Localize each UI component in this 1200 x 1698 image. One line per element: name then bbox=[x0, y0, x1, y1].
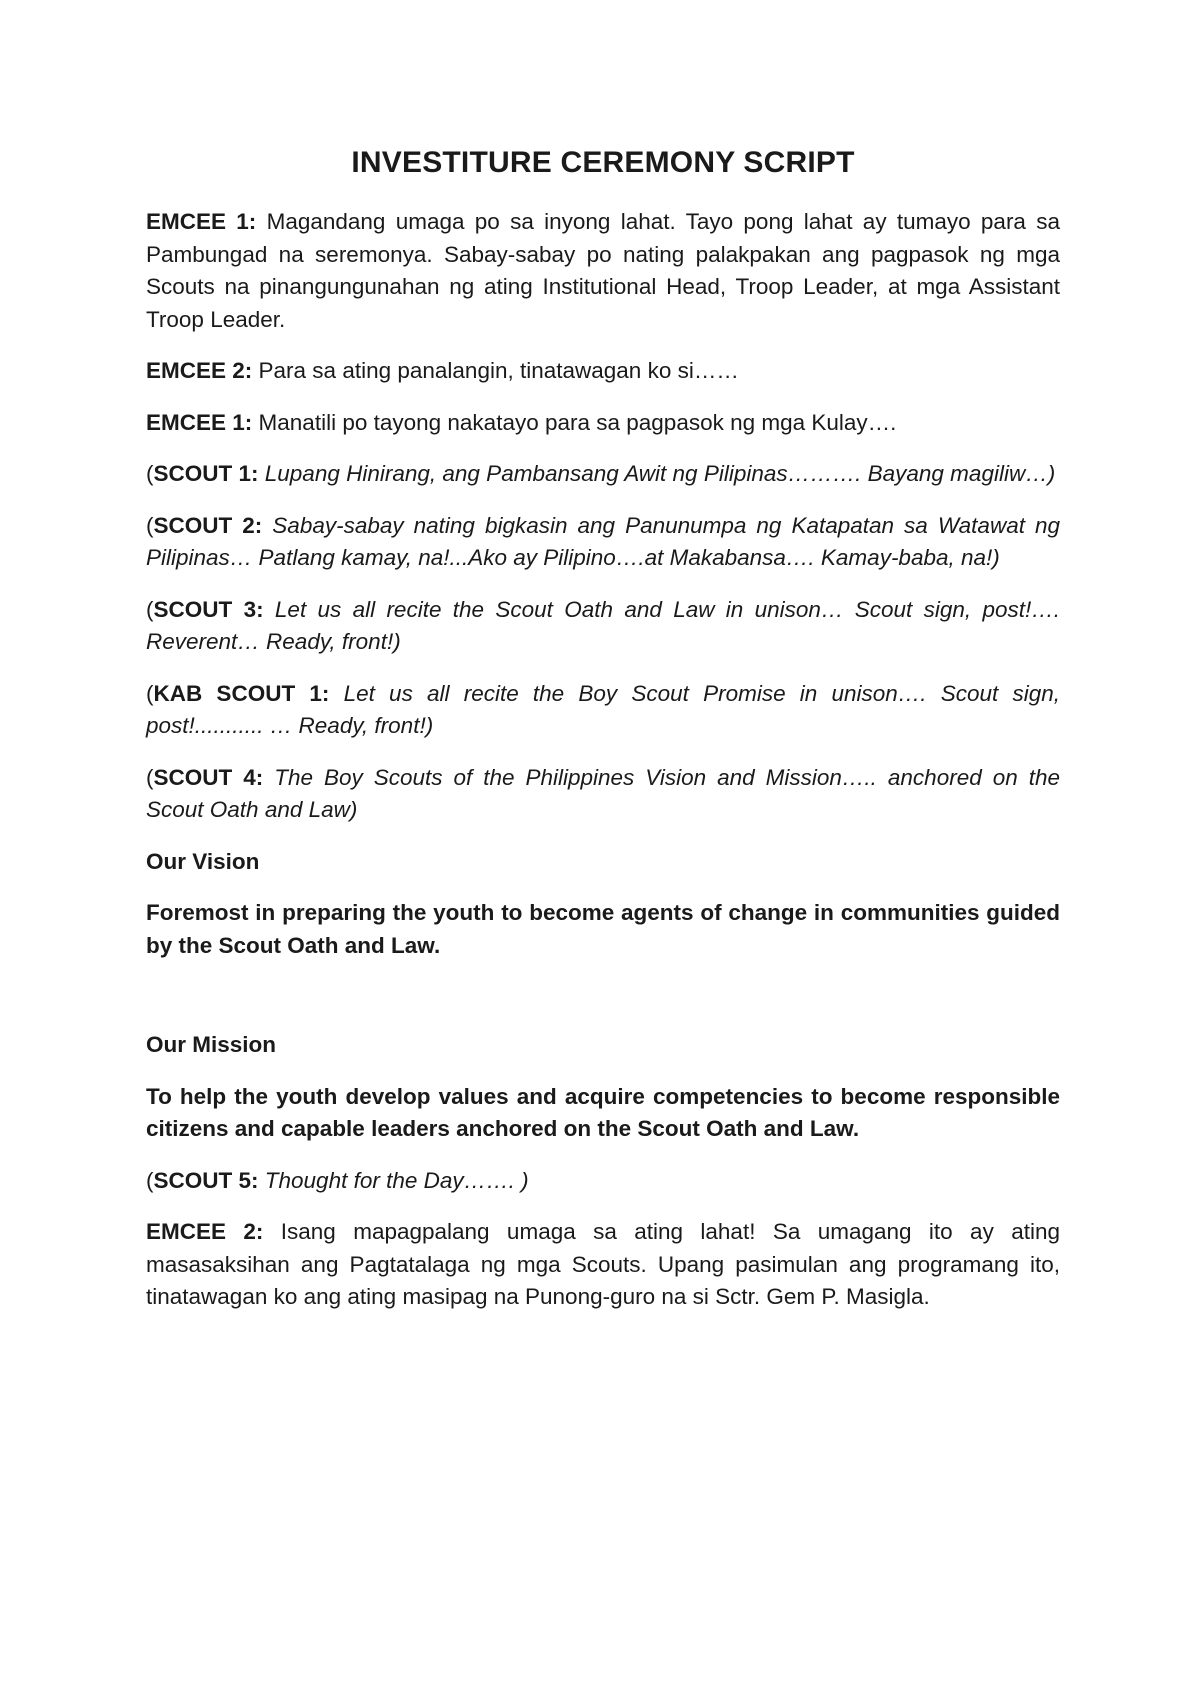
emcee2-prayer bbox=[146, 355, 1060, 388]
mission-text: To help the youth develop values and acquire competencies to become responsible citizens and capable leaders anchored on the Scout Oath and Law. bbox=[146, 1083, 1060, 1141]
emcee1-colors bbox=[146, 407, 1060, 440]
emcee1-opening bbox=[146, 206, 1060, 336]
speaker-label: SCOUT 1: bbox=[153, 461, 259, 486]
document-page bbox=[146, 142, 1060, 1333]
dialogue-text: Manatili po tayong nakatayo para sa pagpasok ng mga Kulay…. bbox=[252, 409, 897, 435]
speaker-label: KAB SCOUT 1: bbox=[153, 680, 330, 706]
dialogue-text: Let us all recite the Boy Scout Promise in unison…. Scout sign, post!........... … Ready, front!) bbox=[146, 680, 1060, 738]
dialogue-text: Lupang Hinirang, ang Pambansang Awit ng Pilipinas………. Bayang magiliw…) bbox=[258, 461, 1056, 486]
document-title: INVESTITURE CEREMONY SCRIPT bbox=[351, 146, 855, 179]
emcee2-closing bbox=[146, 1216, 1060, 1314]
scout3-oath: (SCOUT 3: Let us all recite the Scout Oath and Law in unison… Scout sign, post!…. Reverent… Ready, front!) bbox=[146, 596, 1061, 654]
speaker-label: EMCEE 1: bbox=[146, 209, 257, 234]
speaker-label: EMCEE 2: bbox=[146, 358, 253, 383]
speaker-label: SCOUT 3: bbox=[153, 596, 264, 622]
speaker-label: EMCEE 1: bbox=[146, 409, 253, 435]
dialogue-text: Thought for the Day……. ) bbox=[258, 1167, 529, 1193]
scout2-pledge: (SCOUT 2: Sabay-sabay nating bigkasin ang Panunumpa ng Katapatan sa Watawat ng Pilipinas… Patlang kamay, na!...Ako ay Pilipino….at Makabansa…. Kamay-baba, na!) bbox=[146, 512, 1060, 570]
section-spacer bbox=[146, 981, 1060, 1029]
mission-heading: Our Mission bbox=[146, 1032, 277, 1057]
dialogue-text: The Boy Scouts of the Philippines Vision and Mission….. anchored on the Scout Oath and Law) bbox=[146, 764, 1060, 822]
dialogue-text: Magandang umaga po sa inyong lahat. Tayo pong lahat ay tumayo para sa Pambungad na seremonya. Sabay-sabay po nating palakpakan ang pagpasok ng mga Scouts na pinangungunahan ng ating Institutional Head, Troop Leader, at mga Assistant Troop Leader. bbox=[146, 209, 1060, 332]
dialogue-text: Para sa ating panalangin, tinatawagan ko si…… bbox=[252, 358, 739, 383]
dialogue-text: Let us all recite the Scout Oath and Law in unison… Scout sign, post!…. Reverent… Ready, front!) bbox=[146, 596, 1061, 654]
dialogue-text: Sabay-sabay nating bigkasin ang Panunumpa ng Katapatan sa Watawat ng Pilipinas… Patlang kamay, na!...Ako ay Pilipino….at Makabansa…. Kamay-baba, na!) bbox=[146, 512, 1060, 570]
scout5-thought: (SCOUT 5: Thought for the Day……. ) bbox=[146, 1167, 529, 1193]
scout1-anthem: (SCOUT 1: Lupang Hinirang, ang Pambansang Awit ng Pilipinas………. Bayang magiliw…) bbox=[146, 461, 1056, 486]
dialogue-text: Isang mapagpalang umaga sa ating lahat! Sa umagang ito ay ating masasaksihan ang Pagtatalaga ng mga Scouts. Upang pasimulan ang programang ito, tinatawagan ko ang ating masipag na Punong-guro na si Sctr. Gem P. Masigla. bbox=[146, 1219, 1060, 1309]
speaker-label: SCOUT 5: bbox=[153, 1167, 259, 1193]
speaker-label: SCOUT 2: bbox=[153, 512, 263, 538]
kabscout1-promise: (KAB SCOUT 1: Let us all recite the Boy Scout Promise in unison…. Scout sign, post!........... … Ready, front!) bbox=[146, 680, 1060, 738]
vision-text: Foremost in preparing the youth to become agents of change in communities guided by the Scout Oath and Law. bbox=[146, 900, 1060, 958]
vision-heading: Our Vision bbox=[146, 848, 260, 874]
speaker-label: SCOUT 4: bbox=[153, 764, 264, 790]
scout4-vision-mission: (SCOUT 4: The Boy Scouts of the Philippines Vision and Mission….. anchored on the Scout Oath and Law) bbox=[146, 764, 1060, 822]
speaker-label: EMCEE 2: bbox=[146, 1219, 264, 1244]
